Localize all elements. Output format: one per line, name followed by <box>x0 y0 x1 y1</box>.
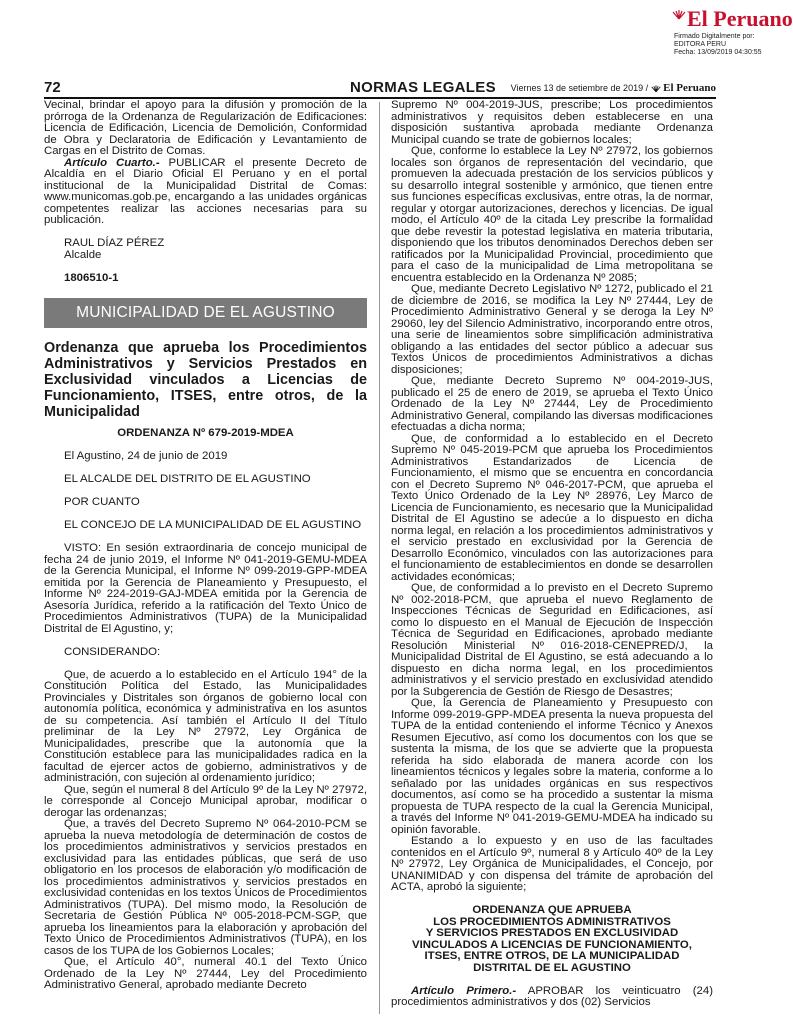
place-date: El Agustino, 24 de junio de 2019 <box>64 450 228 462</box>
ordinance-heading <box>391 905 713 974</box>
paragraph: Que, mediante Decreto Supremo Nº 004-2019-JUS, publicado el 25 de enero de 2019, se aprueba el Texto Único Ordenado de la Ley Nº 27444, Ley de Procedimiento Administrativo General, compilando las diversas modificaciones efectuadas a dicha norma; <box>391 375 713 433</box>
paragraph: Que, conforme lo establece la Ley Nº 27972, los gobiernos locales son órganos de representación del vecindario, que promueven la adecuada prestación de los servicios públicos y su desarrollo integral sostenible y armónico, que tienen entre sus funciones específicas exclusivas, entre otras, la de normar, regular y otorgar autorizaciones, derechos y licencias. De igual modo, el Artículo 40º de la citada Ley prescribe la formalidad que debe revestir la potestad legislativa en materia tributaria, disponiendo que los tributos denominados Derechos deben ser ratificados por la Municipalidad Provincial, procedimiento que para el caso de la municipalidad de Lima metropolitana se encuentra establecido en la Ordenanza Nº 2085; <box>391 145 713 284</box>
header-date: Viernes 13 de setiembre de 2019 / <box>510 83 649 93</box>
sun-rays-icon <box>672 10 686 20</box>
article-label: Artículo Primero.- <box>411 984 517 997</box>
article-paragraph <box>44 158 367 227</box>
heading-line: DISTRITAL DE EL AGUSTINO <box>473 961 631 974</box>
heading-line: ORDENANZA QUE APRUEBA <box>472 904 632 916</box>
article-paragraph <box>391 986 713 1009</box>
por-cuanto: POR CUANTO <box>64 496 140 508</box>
paragraph: Estando a lo expuesto y en uso de las facultades contenidos en el Artículo 9º, numeral 8 y Artículo 40º de la Ley Nº 27972, Ley Orgánica de Municipalidades, el Concejo, por UNANIMIDAD y con dispensa del trámite de aprobación del ACTA, aprobó la siguiente; <box>391 835 713 893</box>
signer-name: RAUL DÍAZ PÉREZ <box>64 237 165 249</box>
stamp-line: Firmado Digitalmente por: <box>674 33 755 40</box>
paragraph: Que, según el numeral 8 del Artículo 9º de la Ley Nº 27972, le corresponde al Concejo Municipal aprobar, modificar o derogar las ordenanzas; <box>44 783 367 819</box>
page-header <box>44 80 716 96</box>
heading-line: LOS PROCEDIMIENTOS ADMINISTRATIVOS <box>433 915 671 928</box>
brand-logo <box>672 8 793 30</box>
header-brand: El Peruano <box>663 82 716 94</box>
considerando-heading: CONSIDERANDO: <box>64 645 161 658</box>
right-column <box>391 100 713 1009</box>
visto-paragraph: VISTO: En sesión extraordinaria de concejo municipal de fecha 24 de junio 2019, el Informe Nº 041-2019-GEMU-MDEA de la Gerencia Municipal, el Informe Nº 099-2019-GPP-MDEA emitida por la Gerencia de Planeamiento y Presupuesto, el Informe Nº 224-2019-GAJ-MDEA emitida por la Gerencia de Asesoría Jurídica, referido a la ratificación del Texto Único de Procedimientos Administrativos (TUPA) de la Municipalidad Distrital de El Agustino, y; <box>44 542 367 635</box>
sun-rays-icon <box>651 85 661 93</box>
left-column <box>44 100 367 992</box>
paragraph: Que, de acuerdo a lo establecido en el Artículo 194° de la Constitución Política del Estado, las Municipalidades Provinciales y Distritales son órganos de gobierno local con autonomía política, económica y administrativa en los asuntos de su competencia. Así también el Artículo II del Título preliminar de la Ley Nº 27972, Ley Orgánica de Municipalidades, prescribe que la autonomía que la Constitución establece para las municipalidades radica en la facultad de ejercer actos de gobierno, administrativos y de administración, con sujeción al ordenamiento jurídico; <box>44 668 367 784</box>
article-label: Artículo Cuarto.- <box>64 156 160 169</box>
mayor-line: EL ALCALDE DEL DISTRITO DE EL AGUSTINO <box>64 473 311 485</box>
stamp-line: Fecha: 13/09/2019 04:30:55 <box>674 49 762 56</box>
stamp-line: EDITORA PERU <box>674 41 726 48</box>
heading-line: ITSES, ENTRE OTROS, DE LA MUNICIPALIDAD <box>424 950 680 962</box>
brand-logo-text: El Peruano <box>687 6 793 31</box>
ordinance-number: ORDENANZA Nº 679-2019-MDEA <box>117 427 294 439</box>
paragraph: Vecinal, brindar el apoyo para la difusión y promoción de la prórroga de la Ordenanza de Regularización de Edificaciones: Licencia de Edificación, Licencia de Demolición, Conformidad de Obra y Declaratoria de Edificación y Levantamiento de Cargas en el Distrito de Comas. <box>44 99 367 157</box>
page-number: 72 <box>44 79 61 96</box>
heading-line: Y SERVICIOS PRESTADOS EN EXCLUSIVIDAD <box>425 927 679 939</box>
section-title: NORMAS LEGALES <box>350 79 496 96</box>
paragraph: Que, de conformidad a lo previsto en el Decreto Supremo Nº 002-2018-PCM, que aprueba el nuevo Reglamento de Inspecciones Técnicas de Seguridad en Edificaciones, así como lo dispuesto en el Manual de Ejecución de Inspección Técnica de Seguridad en Edificaciones, aprobado mediante Resolución Ministerial Nº 016-2018-CENEPRED/J, la Municipalidad Distrital de El Agustino, se está adecuando a lo dispuesto en dicha norma legal, en los procedimientos administrativos y el servicio prestado en exclusividad atendido por la Subgerencia de Gestión de Riesgo de Desastres; <box>391 582 713 698</box>
article-text: APROBAR los veinticuatro (24) procedimientos administrativos y dos (02) Servicios <box>391 984 713 1008</box>
ordinance-title: Ordenanza que aprueba los Procedimientos Administrativos y Servicios Prestados en Exclusividad vinculados a Licencias de Funcionamiento, ITSES, entre otros, de la Municipalidad <box>44 340 367 420</box>
publication-code: 1806510-1 <box>64 271 119 284</box>
digital-signature-stamp <box>674 33 762 57</box>
heading-line: VINCULADOS A LICENCIAS DE FUNCIONAMIENTO, <box>412 938 692 951</box>
column-divider <box>379 102 380 1014</box>
concejo-line: EL CONCEJO DE LA MUNICIPALIDAD DE EL AGUSTINO <box>64 519 362 531</box>
paragraph: Que, a través del Decreto Supremo Nº 064-2010-PCM se aprueba la nueva metodología de determinación de costos de los procedimientos administrativos y servicios prestados en exclusividad para las entidades públicas, que será de uso obligatorio en los procesos de elaboración y/o modificación de los procedimientos administrativos y servicios prestados en exclusividad contenidas en los textos Únicos de Procedimientos Administrativos (TUPA). Del mismo modo, la Resolución de Secretaria de Gestión Pública Nº 005-2018-PCM-SGP, que aprueba los lineamientos para la elaboración y aprobación del Texto Único de Procedimientos Administrativos (TUPA), en los casos de los TUPA de los Gobiernos Locales; <box>44 818 367 957</box>
paragraph: Que, de conformidad a lo establecido en el Decreto Supremo Nº 045-2019-PCM que aprueba los Procedimientos Administrativos Estandarizados de Licencia de Funcionamiento, el mismo que se encuentra en concordancia con el Decreto Supremo Nº 046-2017-PCM, que aprueba el Texto Único Ordenado de la Ley Nº 28976, Ley Marco de Licencia de Funcionamiento, es necesario que la Municipalidad Distrital de El Agustino se adecúe a lo dispuesto en dicha norma legal, en relación a los procedimientos administrativos y el servicio prestado en exclusividad por la Gerencia de Desarrollo Económico, vinculados con las autorizaciones para el funcionamiento de establecimientos en donde se desarrollen actividades económicas; <box>391 432 713 583</box>
paragraph: Que, la Gerencia de Planeamiento y Presupuesto con Informe 099-2019-GPP-MDEA presenta la nueva propuesta del TUPA de la entidad conteniendo el informe Técnico y Anexos Resumen Ejecutivo, así como los documentos con los que se sustenta la misma, de los que se advierte que la propuesta referida ha sido elaborada de manera acorde con los lineamientos técnicos y legales sobre la materia, conforme a lo señalado por las unidades orgánicas en sus respectivos documentos, así como se ha procedido a sustentar la misma propuesta de TUPA respecto de la cual la Gerencia Municipal, a través del Informe Nº 041-2019-GEMU-MDEA ha indicado su opinión favorable. <box>391 697 713 836</box>
article-text: PUBLICAR el presente Decreto de Alcaldía en el Diario Oficial El Peruano y en el portal institucional de la Municipalidad Distrital de Comas: www.municomas.gob.pe, encargando a las unidades orgánicas competentes realizar las acciones necesarias para su publicación. <box>44 156 367 226</box>
paragraph: Que, el Artículo 40°, numeral 40.1 del Texto Único Ordenado de la Ley Nº 27444, Ley del Procedimiento Administrativo General, aprobado mediante Decreto <box>44 956 367 991</box>
header-date-brand <box>511 82 716 94</box>
section-banner: MUNICIPALIDAD DE EL AGUSTINO <box>44 298 367 328</box>
paragraph: Que, mediante Decreto Legislativo Nº 1272, publicado el 21 de diciembre de 2016, se modifica la Ley Nº 27444, Ley de Procedimiento Administrativo General y se deroga la Ley Nº 29060, ley del Silencio Administrativo, incorporando entre otros, una serie de lineamientos sobre simplificación administrativa obligando a las entidades del sector público a adecuar sus Textos Únicos de procedimientos Administrativos a dichas disposiciones; <box>391 283 713 376</box>
paragraph: Supremo Nº 004-2019-JUS, prescribe; Los procedimientos administrativos y requisitos deben establecerse en una disposición sustantiva aprobada mediante Ordenanza Municipal cuando se trate de gobiernos locales; <box>391 99 713 146</box>
signer-title: Alcalde <box>64 248 102 261</box>
